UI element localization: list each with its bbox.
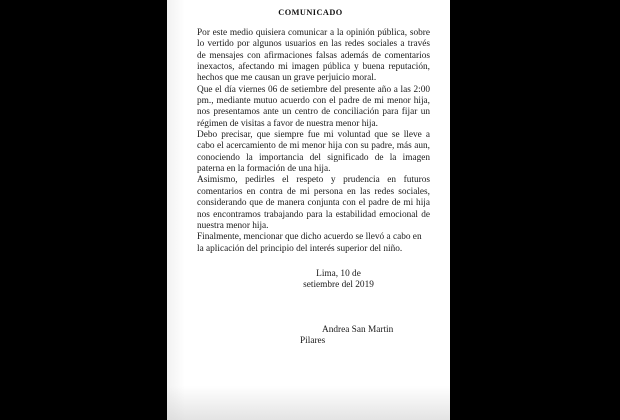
paragraph-2: Que el día viernes 06 de setiembre del presente año a las 2:00 pm., mediante mutuo acuerdo con el padre de mi menor hija, nos presentamos ante un centro de conciliación para fijar un régimen de visitas a favor de nuestra menor hija. [197,84,430,129]
place-date-line-1: Lima, 10 de [316,268,361,279]
paragraph-3: Debo precisar, que siempre fue mi voluntad que se lleve a cabo el acercamiento de mi menor hija con su padre, más aun, conociendo la importancia del significado de la imagen paterna en la formación de una hija. [197,130,430,175]
paragraph-1: Por este medio quisiera comunicar a la opinión pública, sobre lo vertido por algunos usuarios en las redes sociales a través de mensajes con afirmaciones falsas además de comentarios inexactos, afectando mi imagen pública y buena reputación, hechos que me causan un grave perjuicio moral. [197,28,430,84]
document-title: COMUNICADO [278,8,343,17]
letterbox-left [0,0,167,420]
document-page [167,0,450,420]
document-body [197,28,430,255]
signature-surname: Pilares [300,336,326,347]
paragraph-5: Finalmente, mencionar que dicho acuerdo se llevó a cabo en la aplicación del principio del interés superior del niño. [197,232,422,254]
place-date-line-2: setiembre del 2019 [303,280,374,291]
paragraph-4: Asimismo, pedirles el respeto y prudencia en futuros comentarios en contra de mi persona en las redes sociales, considerando que de manera conjunta con el padre de mi hija nos encontramos trabajando para la estabilidad emocional de nuestra menor hija. [197,175,430,231]
document-content [197,0,430,348]
letterbox-right [450,0,620,420]
signature-block [197,325,430,348]
signature-name: Andrea San Martin [322,324,394,335]
place-and-date [197,269,430,292]
